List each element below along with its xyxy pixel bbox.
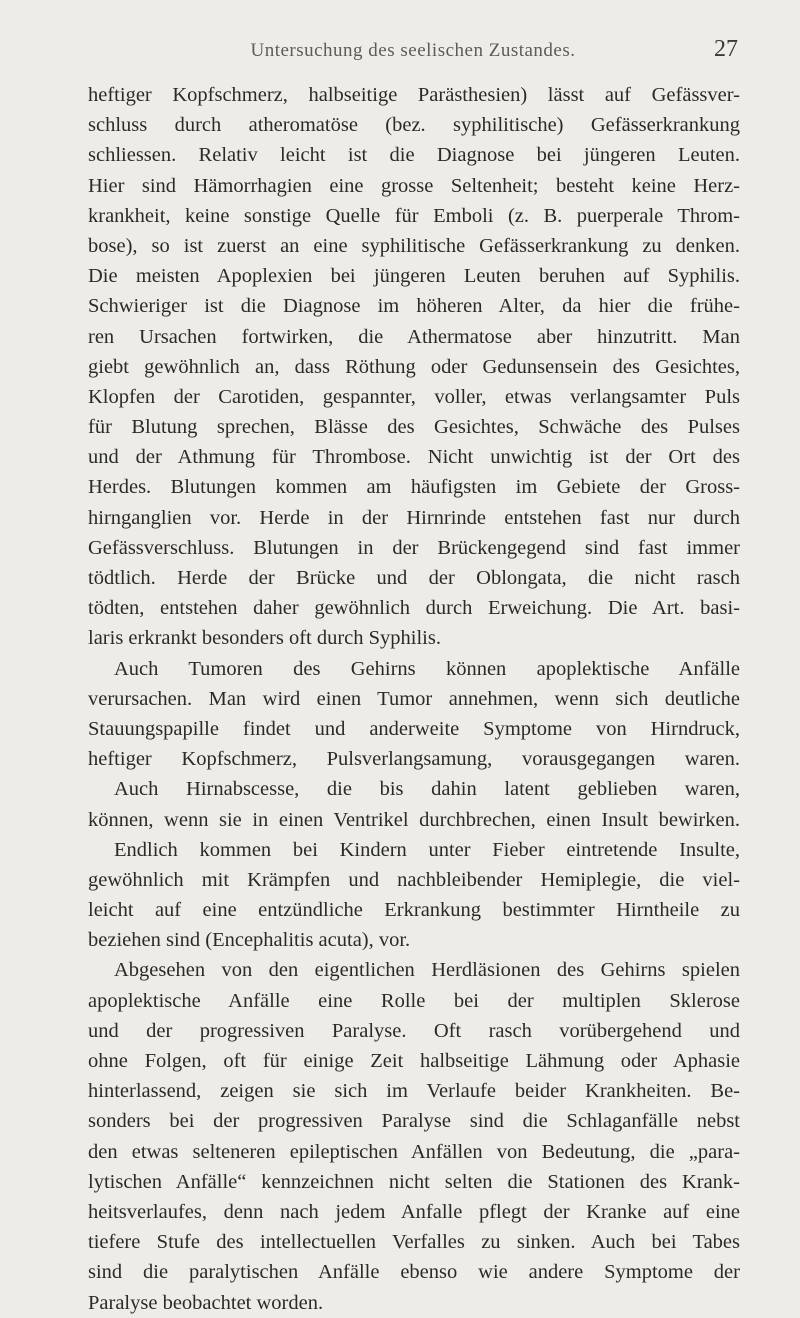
text-line: Endlich kommen bei Kindern unter Fieber eintretende Insulte,: [114, 838, 740, 861]
text-line: heftiger Kopfschmerz, halbseitige Parästhesien) lässt auf Gefässver-: [88, 84, 740, 106]
text-line: gewöhnlich mit Krämpfen und nachbleibender Hemiplegie, die viel-: [88, 868, 740, 891]
text-line: ren Ursachen fortwirken, die Athermatose aber hinzutritt. Man: [88, 325, 740, 348]
text-line: sonders bei der progressiven Paralyse sind die Schlaganfälle nebst: [88, 1110, 740, 1133]
text-line: heitsverlaufes, denn nach jedem Anfalle pflegt der Kranke auf eine: [88, 1200, 740, 1223]
text-line: Stauungspapille findet und anderweite Symptome von Hirndruck,: [88, 717, 740, 740]
text-line: beziehen sind (Encephalitis acuta), vor.: [88, 929, 411, 952]
text-line: heftiger Kopfschmerz, Pulsverlangsamung, vorausgegangen waren.: [88, 748, 740, 771]
text-line: bose), so ist zuerst an eine syphilitische Gefässerkrankung zu denken.: [88, 234, 740, 257]
text-line: den etwas selteneren epileptischen Anfällen von Bedeutung, die „para-: [88, 1140, 740, 1163]
text-line: tödtlich. Herde der Brücke und der Oblongata, die nicht rasch: [88, 567, 740, 589]
text-line: laris erkrankt besonders oft durch Syphilis.: [88, 627, 441, 650]
text-line: und der Athmung für Thrombose. Nicht unwichtig ist der Ort des: [88, 446, 740, 469]
text-line: krankheit, keine sonstige Quelle für Emboli (z. B. puerperale Throm-: [88, 204, 740, 227]
text-line: Auch Hirnabscesse, die bis dahin latent geblieben waren,: [114, 778, 740, 801]
text-line: Die meisten Apoplexien bei jüngeren Leuten beruhen auf Syphilis.: [88, 265, 740, 288]
text-line: Herdes. Blutungen kommen am häufigsten im Gebiete der Gross-: [88, 476, 740, 499]
text-line: Auch Tumoren des Gehirns können apoplektische Anfälle: [114, 657, 740, 680]
text-line: Paralyse beobachtet worden.: [88, 1291, 324, 1314]
text-line: ohne Folgen, oft für einige Zeit halbseitige Lähmung oder Aphasie: [88, 1050, 740, 1072]
running-title: Untersuchung des seelischen Zustandes.: [250, 40, 576, 61]
text-line: hinterlassend, zeigen sie sich im Verlaufe beider Krankheiten. Be-: [88, 1080, 740, 1103]
text-line: verursachen. Man wird einen Tumor annehmen, wenn sich deutliche: [88, 687, 740, 710]
body-text: [88, 80, 740, 1318]
text-line: Hier sind Hämorrhagien eine grosse Seltenheit; besteht keine Herz-: [88, 174, 740, 197]
text-line: tödten, entstehen daher gewöhnlich durch Erweichung. Die Art. basi-: [88, 597, 740, 620]
text-line: apoplektische Anfälle eine Rolle bei der multiplen Sklerose: [88, 989, 740, 1012]
text-line: giebt gewöhnlich an, dass Röthung oder Gedunsensein des Gesichtes,: [88, 355, 740, 378]
text-line: schluss durch atheromatöse (bez. syphilitische) Gefässerkrankung: [88, 114, 740, 137]
text-line: schliessen. Relativ leicht ist die Diagnose bei jüngeren Leuten.: [88, 144, 740, 167]
text-line: für Blutung sprechen, Blässe des Gesichtes, Schwäche des Pulses: [88, 416, 740, 439]
text-line: Schwieriger ist die Diagnose im höheren Alter, da hier die frühe-: [88, 295, 740, 318]
text-line: Klopfen der Carotiden, gespannter, voller, etwas verlangsamter Puls: [88, 385, 740, 408]
text-line: Abgesehen von den eigentlichen Herdläsionen des Gehirns spielen: [114, 959, 740, 982]
text-line: sind die paralytischen Anfälle ebenso wie andere Symptome der: [88, 1261, 740, 1284]
text-line: lytischen Anfälle“ kennzeichnen nicht selten die Stationen des Krank-: [88, 1170, 740, 1193]
text-line: können, wenn sie in einen Ventrikel durchbrechen, einen Insult bewirken.: [88, 808, 740, 831]
text-line: Gefässverschluss. Blutungen in der Brückengegend sind fast immer: [88, 536, 740, 559]
running-head: [88, 36, 738, 68]
page-number: 27: [714, 36, 738, 62]
text-line: tiefere Stufe des intellectuellen Verfalles zu sinken. Auch bei Tabes: [88, 1231, 740, 1254]
text-line: hirnganglien vor. Herde in der Hirnrinde entstehen fast nur durch: [88, 506, 740, 529]
text-line: und der progressiven Paralyse. Oft rasch vorübergehend und: [88, 1019, 740, 1042]
text-line: leicht auf eine entzündliche Erkrankung bestimmter Hirntheile zu: [88, 899, 740, 922]
